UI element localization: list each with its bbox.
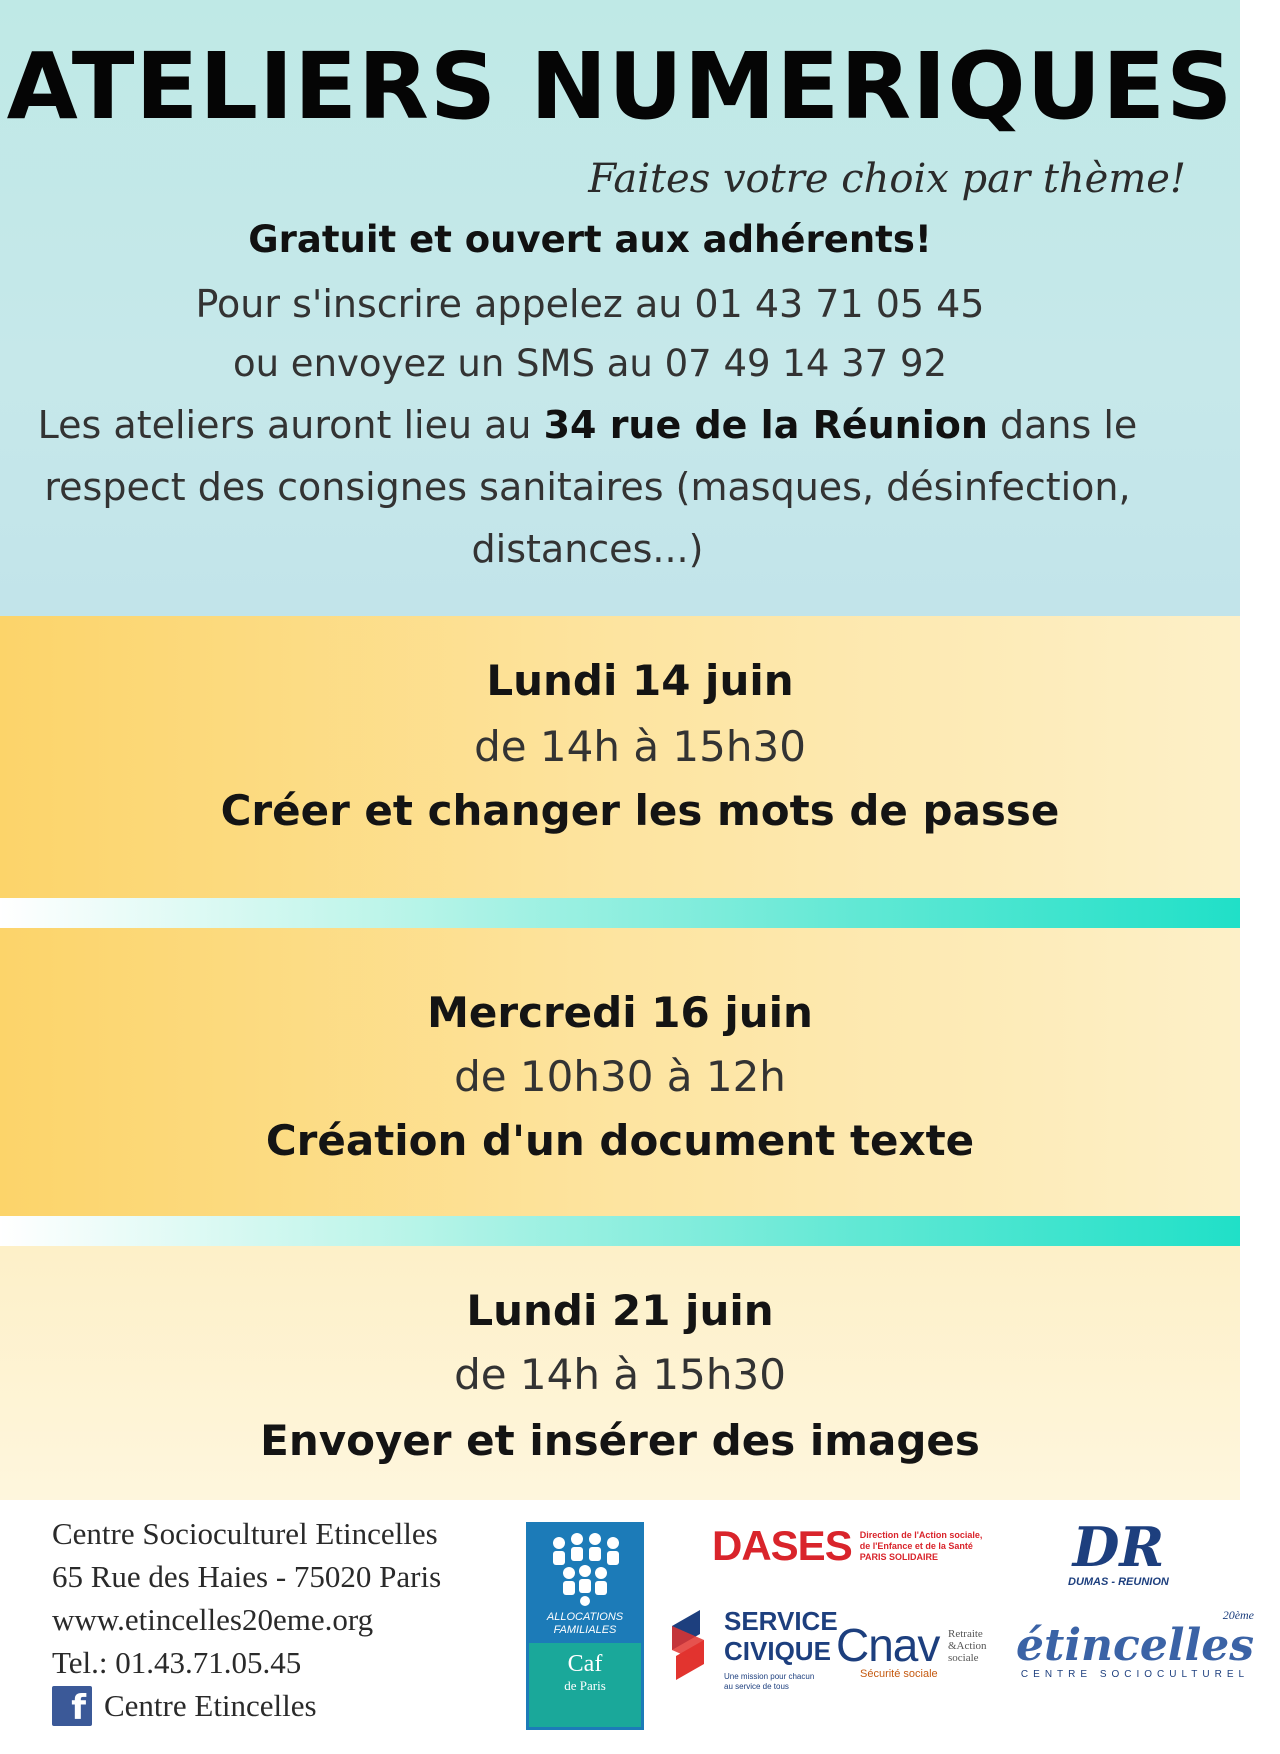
facebook-row[interactable] [52, 1684, 441, 1727]
etincelles-subtitle: CENTRE SOCIOCULTUREL [1020, 1669, 1250, 1680]
section-divider [0, 898, 1240, 928]
header-banner [0, 0, 1240, 616]
caf-line2: FAMILIALES [553, 1624, 617, 1636]
dases-logo [712, 1522, 982, 1570]
service-civique-icon [660, 1606, 716, 1690]
cnav-side1: Retraite [948, 1628, 983, 1640]
session-time: de 14h à 15h30 [454, 1350, 786, 1399]
facebook-page-name: Centre Etincelles [104, 1688, 317, 1723]
phone-number: Tel.: 01.43.71.05.45 [52, 1645, 302, 1680]
dr-word: DR [1072, 1515, 1165, 1579]
cnav-subtitle: Sécurité sociale [860, 1668, 938, 1680]
free-access-line: Gratuit et ouvert aux adhérents! [248, 218, 932, 261]
facebook-icon: f [52, 1686, 92, 1726]
session-card-2 [0, 928, 1240, 1216]
venue-text-after: dans le respect des consignes sanitaires (masques, désinfection, distances...) [44, 403, 1138, 571]
session-day: Lundi 14 juin [486, 656, 794, 705]
dases-sub3: PARIS SOLIDAIRE [859, 1551, 939, 1562]
session-day: Lundi 21 juin [466, 1286, 774, 1335]
section-divider [0, 1216, 1240, 1246]
service-civique-logo [660, 1606, 838, 1692]
caf-logo [526, 1522, 644, 1730]
caf-city: de Paris [564, 1678, 606, 1693]
caf-figures-icon [529, 1525, 641, 1643]
dases-sub2: de l'Enfance et de la Santé [859, 1540, 973, 1551]
etincelles-logo [1016, 1608, 1254, 1680]
session-card-3 [0, 1246, 1240, 1500]
org-name: Centre Socioculturel Etincelles [52, 1516, 438, 1551]
cnav-side3: sociale [948, 1652, 979, 1664]
session-card-1 [0, 616, 1240, 898]
session-time: de 10h30 à 12h [454, 1052, 786, 1101]
page-title: ATELIERS NUMERIQUES [6, 33, 1234, 140]
sc-line2: CIVIQUE [724, 1636, 831, 1666]
cnav-logo [836, 1618, 987, 1680]
session-topic: Créer et changer les mots de passe [220, 786, 1060, 835]
session-topic: Envoyer et insérer des images [260, 1416, 980, 1465]
caf-label [529, 1643, 641, 1727]
etincelles-year: 20ème [1222, 1608, 1255, 1622]
session-topic: Création d'un document texte [265, 1116, 975, 1165]
page-subtitle: Faites votre choix par thème! [588, 156, 1186, 202]
contact-block [52, 1512, 441, 1727]
caf-line1: ALLOCATIONS [546, 1611, 624, 1623]
cnav-word: Cnav [836, 1619, 940, 1671]
sc-tag2: au service de tous [724, 1682, 789, 1691]
dases-sub1: Direction de l'Action sociale, [859, 1529, 983, 1540]
dases-word: DASES [712, 1522, 852, 1569]
venue-text-before: Les ateliers auront lieu au [37, 403, 544, 447]
website-link[interactable]: www.etincelles20eme.org [52, 1602, 374, 1637]
sc-tag1: Une mission pour chacun [724, 1672, 815, 1681]
session-time: de 14h à 15h30 [474, 722, 806, 771]
etincelles-word: étincelles [1016, 1620, 1255, 1671]
footer [0, 1500, 1255, 1754]
sc-line1: SERVICE [724, 1606, 838, 1636]
cnav-side2: &Action [948, 1640, 987, 1652]
session-day: Mercredi 16 juin [427, 988, 813, 1037]
register-phone-line: Pour s'inscrire appelez au 01 43 71 05 45 [195, 282, 985, 326]
caf-name: Caf [567, 1651, 603, 1677]
venue-address: 34 rue de la Réunion [543, 403, 988, 447]
dases-subtitle [860, 1530, 983, 1563]
dumas-reunion-logo [1068, 1515, 1169, 1588]
dr-subtitle: DUMAS - REUNION [1068, 1576, 1169, 1588]
register-sms-line: ou envoyez un SMS au 07 49 14 37 92 [232, 342, 948, 385]
org-address: 65 Rue des Haies - 75020 Paris [52, 1559, 442, 1594]
venue-paragraph [0, 394, 1175, 580]
